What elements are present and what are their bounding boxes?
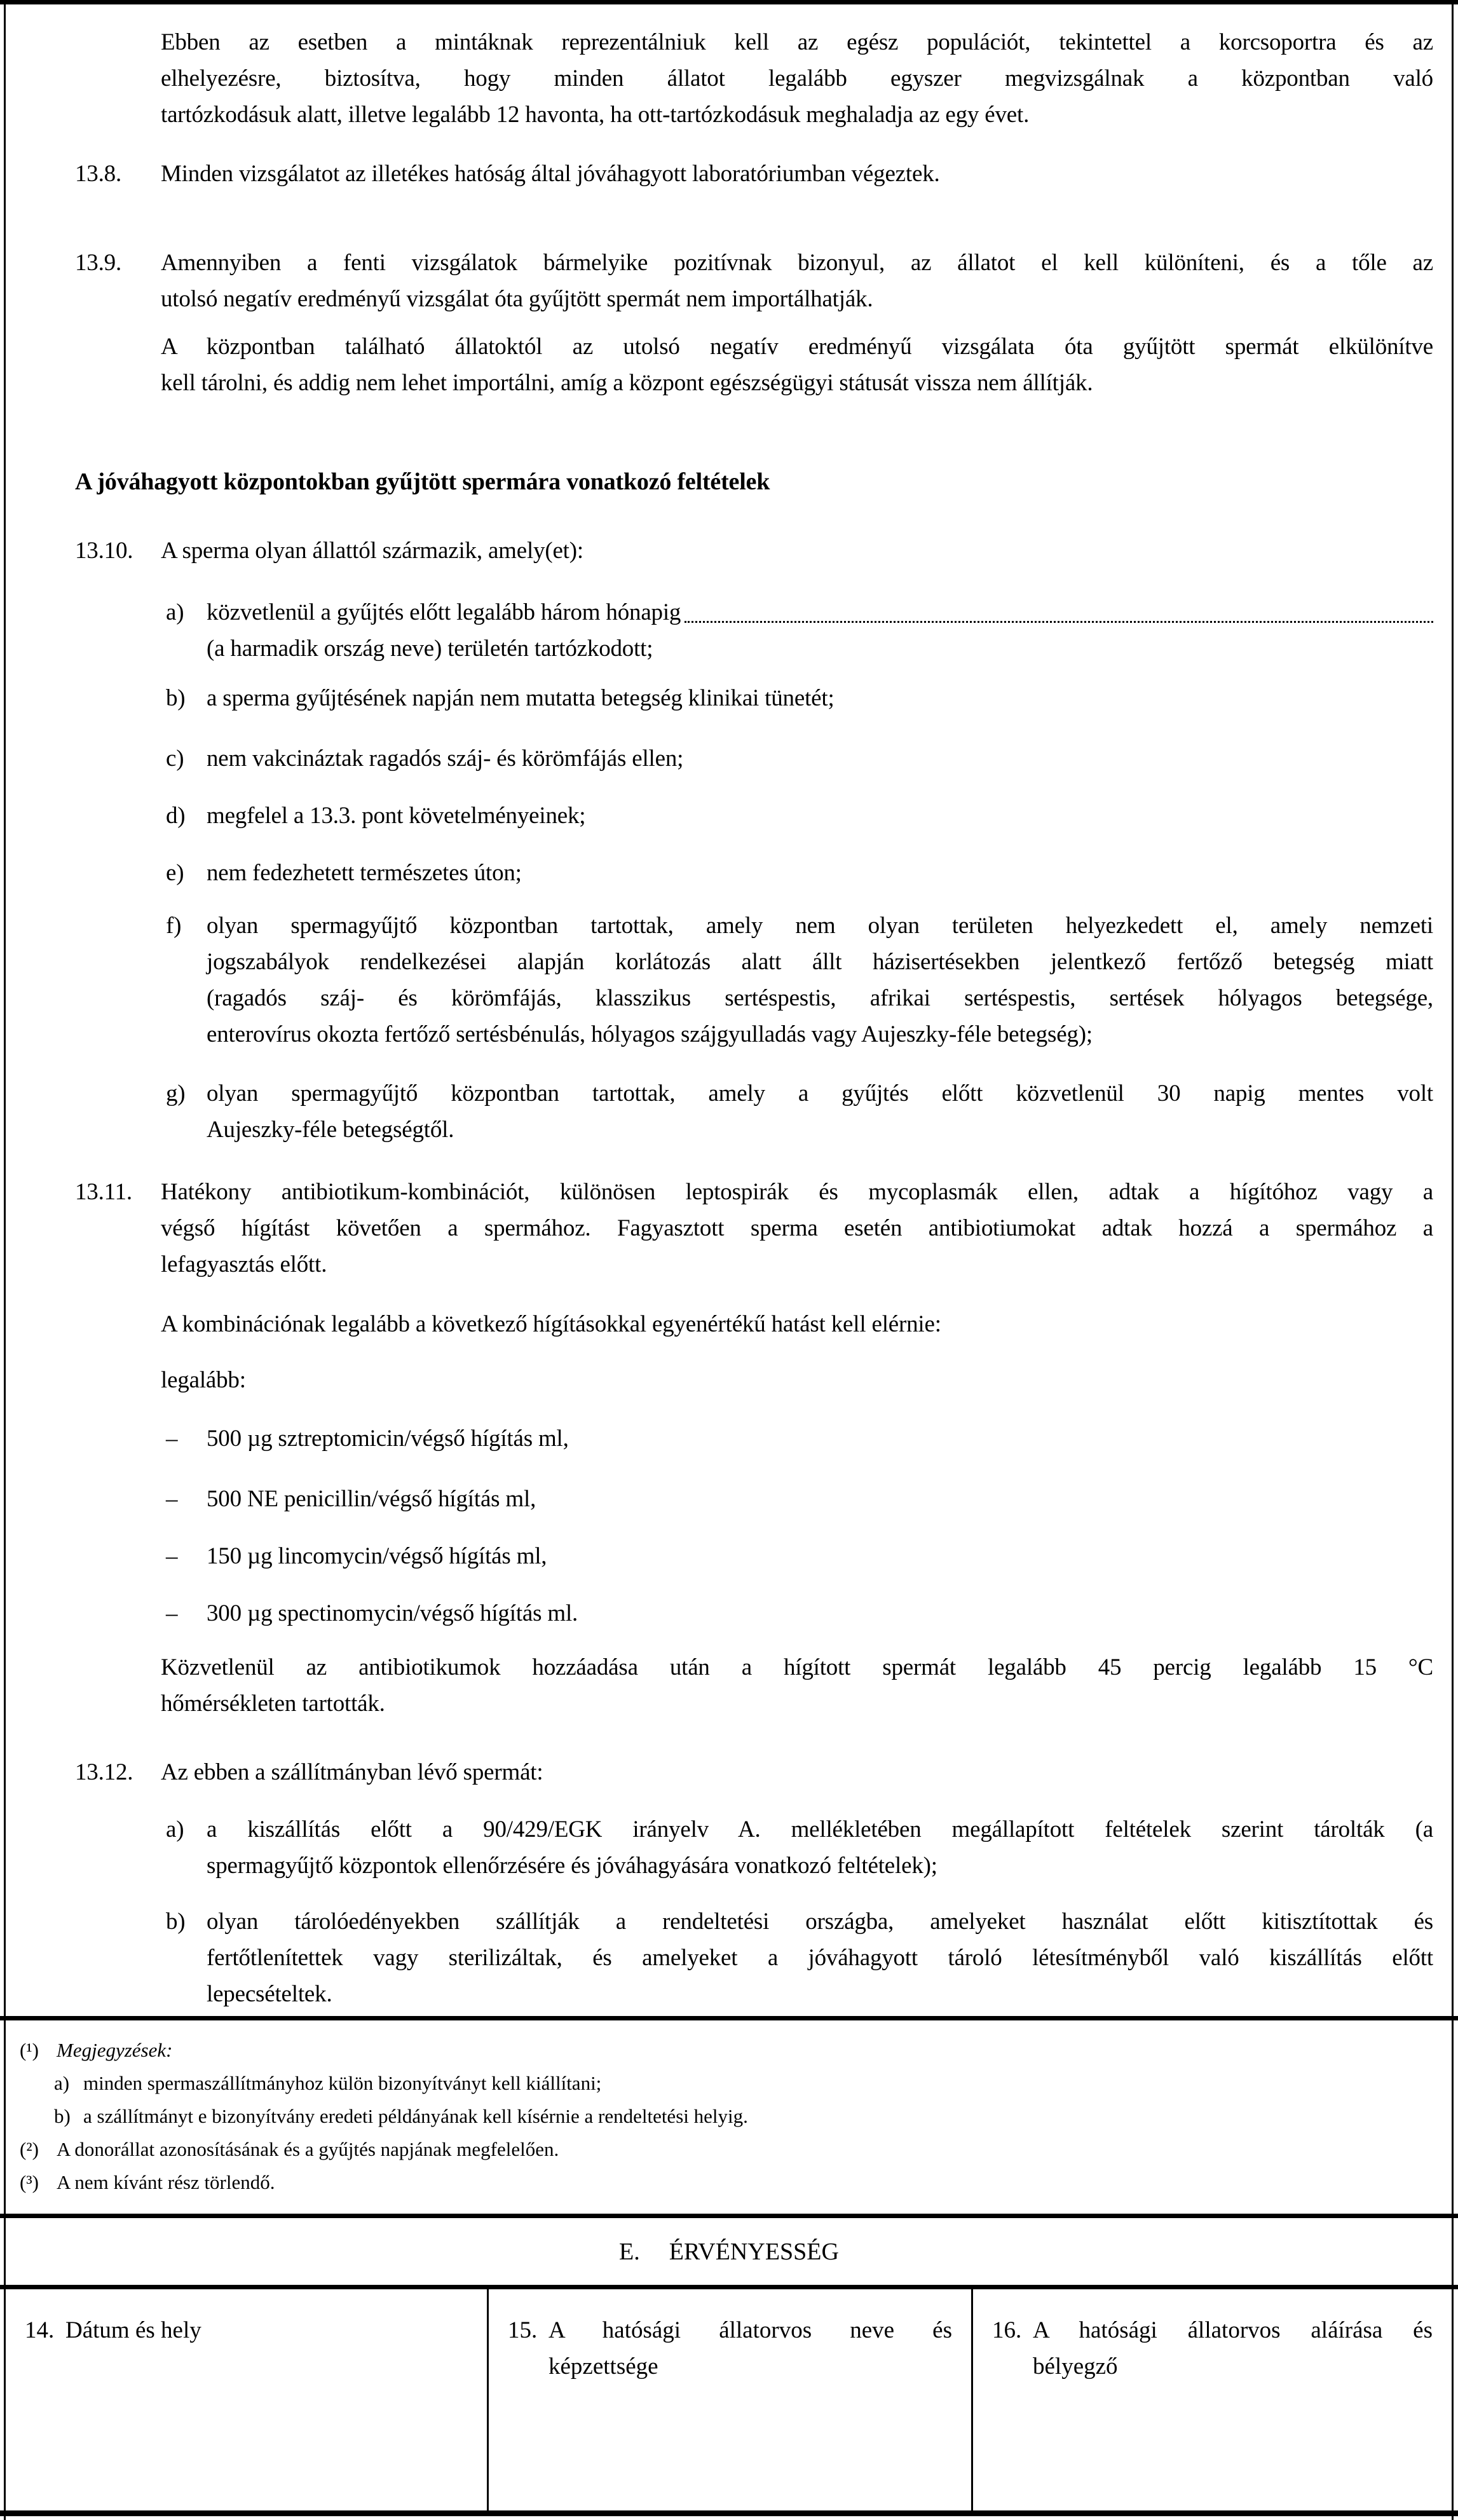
text-line: hőmérsékleten tartották. (161, 1691, 385, 1717)
sub-item-marker: d) (166, 803, 186, 829)
text-line: nem vakcináztak ragadós száj- és körömfájás ellen; (207, 746, 684, 772)
cell-text-line: képzettsége (548, 2353, 658, 2380)
sub-item-e (166, 855, 1433, 891)
sub-item-b (166, 680, 1433, 716)
sub-item-marker: c) (166, 746, 184, 772)
footnote-text: A donorállat azonosításának és a gyűjtés napjának megfelelően. (57, 2138, 559, 2160)
text-line: A sperma olyan állattól származik, amely(et): (161, 538, 583, 564)
text-line: elhelyezésre, biztosítva, hogy minden állatot legalább egyszer megvizsgálnak a központban való (161, 65, 1433, 92)
paragraph-isolation (161, 329, 1433, 401)
footnote-2 (20, 2133, 1433, 2166)
validity-section-header (0, 2218, 1458, 2285)
sub-item-marker: a) (166, 1816, 184, 1842)
text-line: olyan spermagyűjtő központban tartottak, amely a gyűjtés előtt közvetlenül 30 napig mentes volt (207, 1080, 1433, 1107)
dash-marker: – (166, 1600, 178, 1626)
text-line: 300 µg spectinomycin/végső hígítás ml. (207, 1600, 578, 1626)
section-heading: A jóváhagyott központokban gyűjtött spermára vonatkozó feltételek (75, 468, 770, 495)
page-border-top (0, 0, 1458, 4)
text-line: A kombinációnak legalább a következő hígításokkal egyenértékű hatást kell elérnie: (161, 1311, 941, 1337)
dilution-item-streptomycin (166, 1420, 1433, 1457)
cell-text-line: A hatósági állatorvos aláírása és (1033, 2317, 1433, 2343)
main-text-block (75, 24, 1433, 2012)
cell-number: 15. (508, 2317, 538, 2343)
sub-item-marker: a) (166, 599, 184, 625)
footnote-label: Megjegyzések: (57, 2039, 173, 2061)
text-line: A központban található állatoktól az utolsó negatív eredményű vizsgálata óta gyűjtött spermát elkülönítve (161, 334, 1433, 360)
text-line: spermagyűjtő központok ellenőrzésére és jóváhagyására vonatkozó feltételek); (207, 1853, 937, 1879)
page-border-right (1452, 0, 1454, 2520)
item-number: 13.9. (75, 250, 122, 276)
validity-cell-vet-name (489, 2289, 971, 2510)
footnotes-block (20, 2034, 1433, 2199)
text-line: megfelel a 13.3. pont követelményeinek; (207, 803, 586, 829)
text-line: lepecsételtek. (207, 1981, 332, 2007)
footnote-separator-rule (0, 2016, 1458, 2020)
validity-header-bottom-rule (0, 2285, 1458, 2289)
item-13-10 (75, 533, 1433, 569)
text-line: enterovírus okozta fertőző sertésbénulás, hólyagos szájgyulladás vagy Aujeszky-féle betegség); (207, 1021, 1093, 1047)
sub-item-g (166, 1075, 1433, 1148)
text-line-with-leader (207, 594, 1433, 630)
cell-text-line: bélyegző (1033, 2353, 1118, 2380)
footnote-sub-marker: a) (54, 2072, 70, 2094)
dilution-item-spectinomycin (166, 1595, 1433, 1631)
sub-item-d (166, 798, 1433, 834)
text-line: Az ebben a szállítmányban lévő spermát: (161, 1759, 543, 1785)
text-line: jogszabályok rendelkezései alapján korlátozás alatt állt házisertésekben jelentkező fertőző betegség miatt (207, 949, 1433, 975)
cell-text: Dátum és hely (65, 2317, 201, 2343)
text-line: fertőtlenítettek vagy sterilizáltak, és amelyeket a jóváhagyott tároló létesítményből való kiszállítás előtt (207, 1945, 1433, 1971)
section-title: ÉRVÉNYESSÉG (669, 2238, 839, 2265)
footnote-1-b (54, 2100, 1433, 2133)
dotted-fill-in-line (685, 621, 1433, 623)
sub-item-marker: e) (166, 860, 184, 886)
cell-text-line: A hatósági állatorvos neve és (548, 2317, 952, 2343)
text-line: tartózkodásuk alatt, illetve legalább 12 havonta, ha ott-tartózkodásuk meghaladja az egy évet. (161, 102, 1030, 128)
page-bottom-rule (0, 2510, 1458, 2516)
item-13-9 (75, 245, 1433, 317)
sub-item-marker: b) (166, 685, 186, 711)
item-number: 13.12. (75, 1759, 133, 1785)
footnote-text: A nem kívánt rész törlendő. (57, 2171, 275, 2193)
dilution-item-lincomycin (166, 1538, 1433, 1574)
text-line: Hatékony antibiotikum-kombinációt, különösen leptospirák és mycoplasmák ellen, adtak a hígítóhoz vagy a (161, 1179, 1433, 1205)
cell-number: 16. (992, 2317, 1022, 2343)
paragraph-intro (161, 24, 1433, 133)
text-line: a sperma gyűjtésének napján nem mutatta betegség klinikai tünetét; (207, 685, 835, 711)
dilution-item-penicillin (166, 1481, 1433, 1517)
footnote-1 (20, 2034, 1433, 2067)
sub-item-f (166, 908, 1433, 1052)
footnote-text: minden spermaszállítmányhoz külön bizonyítványt kell kiállítani; (83, 2072, 602, 2094)
text-line: Minden vizsgálatot az illetékes hatóság által jóváhagyott laboratóriumban végeztek. (161, 161, 940, 187)
text-line: olyan spermagyűjtő központban tartottak, amely nem olyan területen helyezkedett el, amely nemzeti (207, 913, 1433, 939)
paragraph-combination (161, 1306, 1433, 1342)
section-letter: E. (619, 2238, 640, 2265)
text-line: (ragadós száj- és körömfájás, klasszikus sertéspestis, afrikai sertéspestis, sertések hólyagos betegsége, (207, 985, 1433, 1011)
item-number: 13.10. (75, 538, 133, 564)
item-number: 13.8. (75, 161, 122, 187)
item-13-8 (75, 156, 1433, 192)
text-line: utolsó negatív eredményű vizsgálat óta gyűjtött spermát nem importálhatják. (161, 286, 873, 312)
footnote-text: a szállítmányt e bizonyítvány eredeti példányának kell kísérnie a rendeltetési helyig. (83, 2105, 748, 2127)
validity-top-rule (0, 2214, 1458, 2218)
text-line: nem fedezhetett természetes úton; (207, 860, 522, 886)
paragraph-at-least (161, 1362, 1433, 1398)
paragraph-temperature (161, 1649, 1433, 1722)
validity-cell-vet-signature (973, 2289, 1452, 2510)
item-13-12 (75, 1754, 1433, 1790)
cell-number: 14. (25, 2317, 55, 2343)
dash-marker: – (166, 1486, 178, 1512)
footnote-3 (20, 2166, 1433, 2199)
footnote-1-a (54, 2067, 1433, 2100)
text-line: Ebben az esetben a mintáknak reprezentálniuk kell az egész populációt, tekintettel a korcsoportra és az (161, 29, 1433, 55)
sub-item-c (166, 740, 1433, 777)
dash-marker: – (166, 1426, 178, 1452)
text-line: kell tárolni, és addig nem lehet importálni, amíg a központ egészségügyi státusát vissza nem állítják. (161, 370, 1093, 396)
sub-item-marker: g) (166, 1080, 186, 1107)
text-line: 150 µg lincomycin/végső hígítás ml, (207, 1543, 547, 1569)
text-line: 500 µg sztreptomicin/végső hígítás ml, (207, 1426, 569, 1452)
text-line: (a harmadik ország neve) területén tartózkodott; (207, 636, 653, 662)
item-number: 13.11. (75, 1179, 132, 1205)
text-line: legalább: (161, 1367, 246, 1393)
footnote-marker: (³) (20, 2171, 39, 2193)
footnote-marker: (²) (20, 2138, 39, 2160)
text-line: a kiszállítás előtt a 90/429/EGK irányelv A. mellékletében megállapított feltételek szerint tárolták (a (207, 1816, 1433, 1842)
sub-item-a (166, 594, 1433, 667)
text-line: lefagyasztás előtt. (161, 1251, 327, 1277)
sub-item-marker: f) (166, 913, 182, 939)
dash-marker: – (166, 1543, 178, 1569)
text-line: olyan tárolóedényekben szállítják a rendeltetési országba, amelyeket használat előtt kitisztítottak és (207, 1909, 1433, 1935)
sub-item-marker: b) (166, 1909, 186, 1935)
text-line: Amennyiben a fenti vizsgálatok bármelyike pozitívnak bizonyul, az állatot el kell különíteni, és a tőle az (161, 250, 1433, 276)
text-line: közvetlenül a gyűjtés előtt legalább három hónapig (207, 599, 681, 625)
sub-item-a-shipment (166, 1811, 1433, 1884)
footnote-sub-marker: b) (54, 2105, 71, 2127)
page-border-left (4, 0, 6, 2520)
text-line: 500 NE penicillin/végső hígítás ml, (207, 1486, 536, 1512)
text-line: Aujeszky-féle betegségtől. (207, 1117, 454, 1143)
validity-cell-date-place (6, 2289, 487, 2510)
footnote-marker: (¹) (20, 2039, 39, 2061)
text-line: Közvetlenül az antibiotikumok hozzáadása után a hígított spermát legalább 45 percig legalább 15 °C (161, 1654, 1433, 1680)
item-13-11 (75, 1174, 1433, 1283)
text-line: végső hígítást követően a spermához. Fagyasztott sperma esetén antibiotiumokat adtak hozzá a spermához a (161, 1215, 1433, 1241)
sub-item-b-shipment (166, 1904, 1433, 2012)
